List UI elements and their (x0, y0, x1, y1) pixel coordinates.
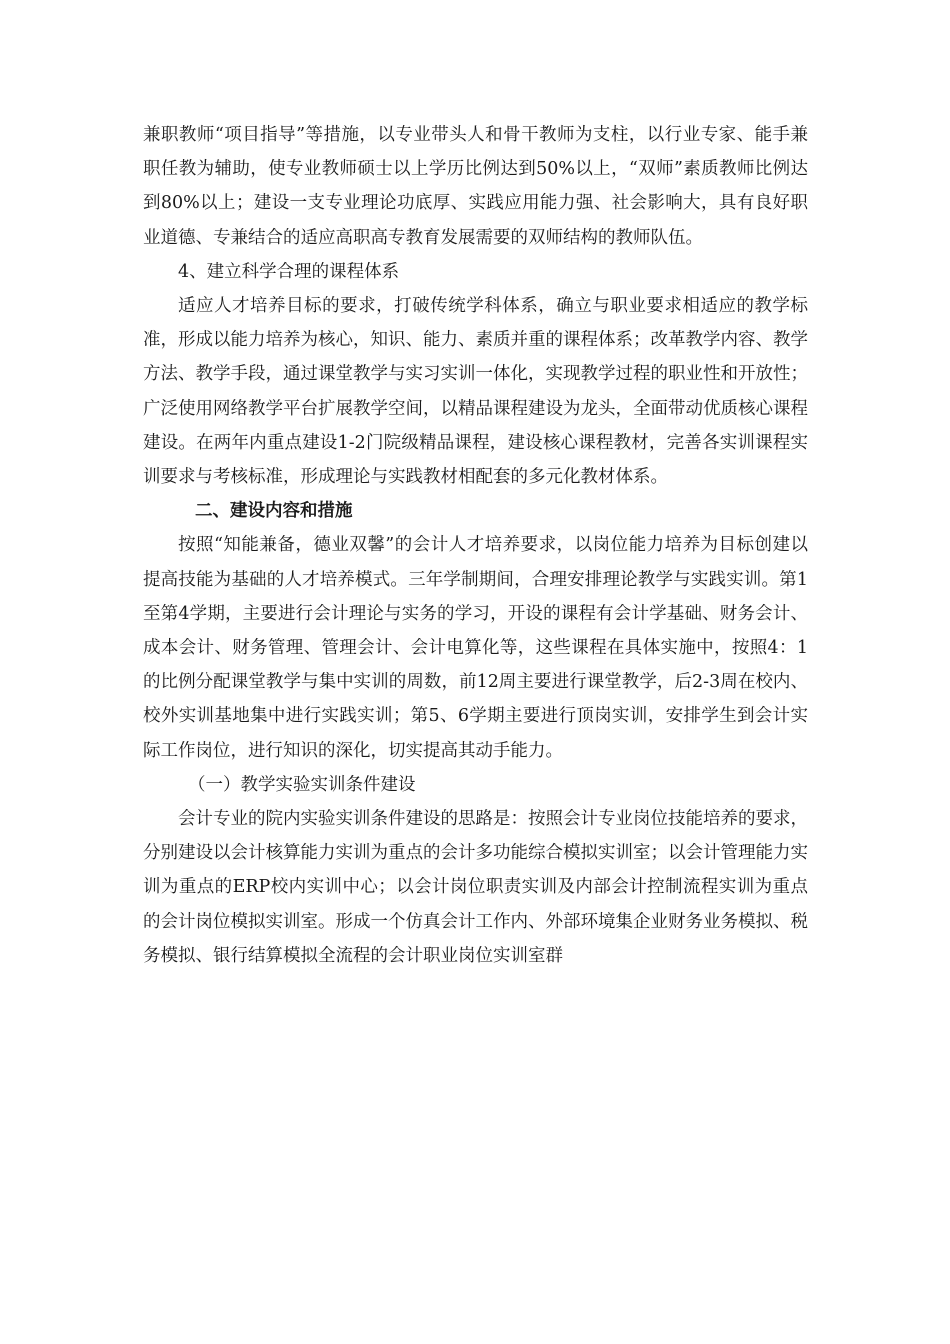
paragraph-lab-construction: 会计专业的院内实验实训条件建设的思路是：按照会计专业岗位技能培养的要求，分别建设以会计核算能力实训为重点的会计多功能综合模拟实训室；以会计管理能力实训为重点的ERP校内实训中心；以会计岗位职责实训及内部会计控制流程实训为重点的会计岗位模拟实训室。形成一个仿真会计工作内、外部环境集企业财务业务模拟、税务模拟、银行结算模拟全流程的会计职业岗位实训室群 (143, 809, 808, 966)
paragraph-training-model: 按照“知能兼备，德业双馨”的会计人才培养要求，以岗位能力培养为目标创建以提高技能为基础的人才培养模式。三年学制期间，合理安排理论教学与实践实训。第1至第4学期，主要进行会计理论与实务的学习，开设的课程有会计学基础、财务会计、成本会计、财务管理、管理会计、会计电算化等，这些课程在具体实施中，按照4：1的比例分配课堂教学与集中实训的周数，前12周主要进行课堂教学，后2-3周在校内、校外实训基地集中进行实践实训；第5、6学期主要进行顶岗实训，安排学生到会计实际工作岗位，进行知识的深化，切实提高其动手能力。 (143, 535, 808, 761)
subsection-heading-lab-conditions: （一）教学实验实训条件建设 (188, 774, 416, 795)
section-heading-curriculum: 4、建立科学合理的课程体系 (178, 261, 400, 282)
paragraph-curriculum-system: 适应人才培养目标的要求，打破传统学科体系，确立与职业要求相适应的教学标准，形成以能力培养为核心，知识、能力、素质并重的课程体系；改革教学内容、教学方法、教学手段，通过课堂教学与实习实训一体化，实现教学过程的职业性和开放性；广泛使用网络教学平台扩展教学空间，以精品课程建设为龙头，全面带动优质核心课程建设。在两年内重点建设1-2门院级精品课程，建设核心课程教材，完善各实训课程实训要求与考核标准，形成理论与实践教材相配套的多元化教材体系。 (143, 296, 808, 488)
section-heading-content-measures: 二、建设内容和措施 (195, 501, 353, 522)
paragraph-faculty-team: 兼职教师“项目指导”等措施，以专业带头人和骨干教师为支柱，以行业专家、能手兼职任教为辅助，使专业教师硕士以上学历比例达到50%以上，“双师”素质教师比例达到80%以上；建设一支专业理论功底厚、实践应用能力强、社会影响大，具有良好职业道德、专兼结合的适应高职高专教育发展需要的双师结构的教师队伍。 (143, 125, 808, 248)
document-page (143, 118, 808, 973)
